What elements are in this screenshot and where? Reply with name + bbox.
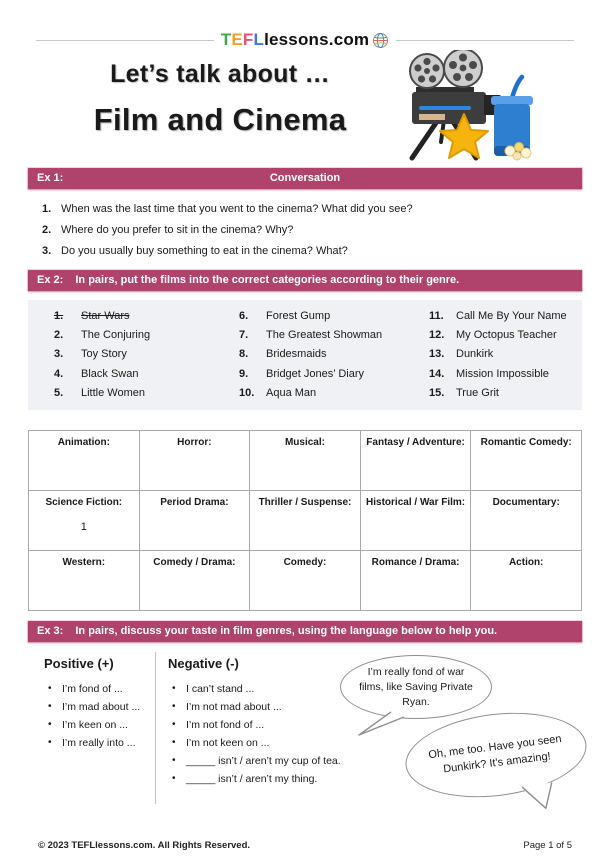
film-item: 14. Mission Impossible xyxy=(429,367,549,380)
genre-cell-animation[interactable]: Animation: xyxy=(29,431,140,491)
film-item: 15. True Grit xyxy=(429,386,499,399)
film-item: 4. Black Swan xyxy=(54,367,139,380)
film-list xyxy=(28,300,582,410)
cinema-illustration xyxy=(394,50,534,162)
negative-item: • _____ isn’t / aren’t my thing. xyxy=(168,770,373,788)
negative-item: • I’m not keen on ... xyxy=(168,734,373,752)
question-item: 3. Do you usually buy something to eat in the cinema? What? xyxy=(42,245,348,257)
ex1-title: Conversation xyxy=(269,172,341,184)
globe-icon xyxy=(372,32,389,49)
page-title-line1: Let’s talk about … xyxy=(110,60,330,88)
page-number: Page 1 of 5 xyxy=(523,840,572,851)
genre-cell-thriller-suspense[interactable]: Thriller / Suspense: xyxy=(250,491,361,551)
genre-cell-science-fiction[interactable]: Science Fiction: 1 xyxy=(29,491,140,551)
header-rule-right xyxy=(396,40,574,41)
title-area xyxy=(0,50,610,162)
genre-cell-western[interactable]: Western: xyxy=(29,551,140,611)
film-item: 8. Bridesmaids xyxy=(239,348,327,361)
genre-table-row xyxy=(29,551,582,611)
positive-heading: Positive (+) xyxy=(44,656,114,672)
ex2-label: Ex 2: xyxy=(37,274,64,286)
speech-bubble-2: Oh, me too. Have you seen Dunkirk? It’s amazing! xyxy=(401,703,592,807)
speech-bubble-1-tail xyxy=(357,711,405,737)
genre-cell-horror[interactable]: Horror: xyxy=(139,431,250,491)
film-item: 6. Forest Gump xyxy=(239,310,331,322)
genre-cell-romantic-comedy[interactable]: Romantic Comedy: xyxy=(471,431,582,491)
ex1-label: Ex 1: xyxy=(37,172,64,184)
ex1-header-bar xyxy=(28,168,582,189)
positive-language-column xyxy=(44,656,146,752)
film-item: 7. The Greatest Showman xyxy=(239,329,383,342)
film-item: 13. Dunkirk xyxy=(429,348,494,361)
positive-item: • I’m keen on ... xyxy=(44,716,146,734)
logo-letter-e: E xyxy=(231,30,243,49)
ex2-header-bar xyxy=(28,270,582,291)
film-list-col2 xyxy=(239,307,429,403)
genre-table-row xyxy=(29,491,582,551)
genre-cell-fantasy-adventure[interactable]: Fantasy / Adventure: xyxy=(360,431,471,491)
ex3-body xyxy=(28,650,582,822)
column-divider xyxy=(155,652,156,804)
negative-heading: Negative (-) xyxy=(168,656,239,672)
speech-bubble-1: I’m really fond of war films, like Saving Private Ryan. xyxy=(340,655,492,719)
page-title-line2: Film and Cinema xyxy=(93,102,347,137)
copyright-text: © 2023 TEFLlessons.com. All Rights Reserved. xyxy=(38,840,251,851)
positive-item: • I’m fond of ... xyxy=(44,680,146,698)
genre-cell-period-drama[interactable]: Period Drama: xyxy=(139,491,250,551)
genre-cell-action[interactable]: Action: xyxy=(471,551,582,611)
film-item: 9. Bridget Jones’ Diary xyxy=(239,367,365,380)
question-item: 2. Where do you prefer to sit in the cinema? Why? xyxy=(42,224,294,236)
negative-language-column xyxy=(168,656,373,788)
film-list-col1 xyxy=(54,307,239,403)
genre-table-row xyxy=(29,431,582,491)
ex3-title: In pairs, discuss your taste in film genres, using the language below to help you. xyxy=(75,625,498,638)
logo-letter-f: F xyxy=(242,30,254,49)
film-item: 1. Star Wars xyxy=(54,310,130,322)
site-logo xyxy=(221,30,390,50)
film-item: 10. Aqua Man xyxy=(239,386,317,399)
logo-suffix: lessons.com xyxy=(264,30,370,49)
ex2-title: In pairs, put the films into the correct categories according to their genre. xyxy=(75,274,460,286)
film-item: 3. Toy Story xyxy=(54,348,127,361)
genre-cell-historical-war[interactable]: Historical / War Film: xyxy=(360,491,471,551)
ex1-questions xyxy=(42,199,582,262)
positive-item: • I’m mad about ... xyxy=(44,698,146,716)
negative-item: • I can’t stand ... xyxy=(168,680,373,698)
genre-cell-musical[interactable]: Musical: xyxy=(250,431,361,491)
page-footer xyxy=(38,840,572,851)
negative-item: • I’m not fond of ... xyxy=(168,716,373,734)
logo-letter-t: T xyxy=(220,30,232,49)
ex3-label: Ex 3: xyxy=(37,625,64,638)
negative-item: • I’m not mad about ... xyxy=(168,698,373,716)
genre-cell-comedy-drama[interactable]: Comedy / Drama: xyxy=(139,551,250,611)
header-rule-left xyxy=(36,40,214,41)
logo-letter-l: L xyxy=(253,30,265,49)
genre-table xyxy=(28,430,582,611)
negative-item: • _____ isn’t / aren’t my cup of tea. xyxy=(168,752,373,770)
genre-cell-documentary[interactable]: Documentary: xyxy=(471,491,582,551)
film-item: 11. Call Me By Your Name xyxy=(429,310,567,322)
film-item: 5. Little Women xyxy=(54,386,145,399)
question-item: 1. When was the last time that you went to the cinema? What did you see? xyxy=(42,203,413,215)
logo-row xyxy=(36,0,574,50)
ex3-header-bar xyxy=(28,621,582,642)
positive-item: • I’m really into ... xyxy=(44,734,146,752)
genre-cell-romance-drama[interactable]: Romance / Drama: xyxy=(360,551,471,611)
film-list-col3 xyxy=(429,307,572,403)
genre-cell-comedy[interactable]: Comedy: xyxy=(250,551,361,611)
example-answer: 1 xyxy=(80,521,87,534)
film-item: 2. The Conjuring xyxy=(54,329,151,342)
speech-bubble-2-tail xyxy=(516,781,561,814)
film-item: 12. My Octopus Teacher xyxy=(429,329,557,342)
